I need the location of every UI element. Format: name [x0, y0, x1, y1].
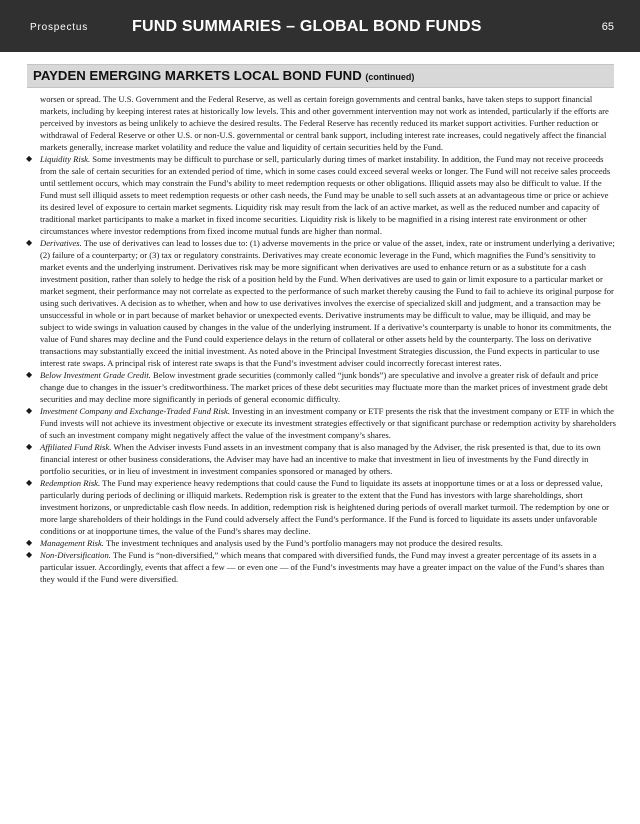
risk-text: When the Adviser invests Fund assets in an investment company that is also managed by the Adviser, the risk presented is that, due to its own financial interest or other business considerations, the Adviser may have had an incentive to make that investment in lieu of investments by the Fund directly in portfolio securities, or in lieu of investment in investment companies sponsored or managed by others. [40, 442, 601, 476]
diamond-bullet-icon: ◆ [26, 154, 33, 163]
risk-term: Redemption Risk. [40, 478, 101, 488]
risk-item [26, 537, 616, 549]
risk-term: Affiliated Fund Risk. [40, 442, 112, 452]
risk-term: Derivatives. [40, 238, 82, 248]
risk-list [26, 153, 616, 585]
risk-text: Some investments may be difficult to purchase or sell, particularly during times of market instability. In addition, the Fund may not receive proceeds from the sale of certain securities for an extended period of time, which in some cases could exceed several weeks or longer. The Fund will not receive sales proceeds until settlement occurs, which may constrain the Fund’s ability to meet redemption requests or other obligations. Illiquid assets may also be difficult to value. If the Fund must sell illiquid assets to meet redemption requests or other cash needs, the Fund may be unable to sell such assets at an advantageous time or price or achieve its desired level of exposure to certain market segments. Liquidity risk may result from the lack of an active market, as well as the reduced number and capacity of traditional market participants to make a market in fixed income securities. Liquidity risk is likely to be magnified in a rising interest rate environment or other circumstances where investor redemptions from fixed income mutual funds are higher than normal. [40, 154, 611, 236]
risk-item [26, 153, 616, 237]
risk-text: The investment techniques and analysis used by the Fund’s portfolio managers may not produce the desired results. [103, 538, 503, 548]
risk-item [26, 237, 616, 369]
risk-term: Management Risk. [40, 538, 104, 548]
continued-label: (continued) [365, 72, 415, 82]
risk-term: Below Investment Grade Credit. [40, 370, 151, 380]
diamond-bullet-icon: ◆ [26, 550, 33, 559]
risk-term: Investment Company and Exchange-Traded Fund Risk. [40, 406, 230, 416]
fund-title-band [27, 64, 614, 88]
risk-item [26, 477, 616, 537]
risk-item [26, 405, 616, 441]
risk-content [26, 93, 616, 585]
risk-item [26, 441, 616, 477]
risk-item [26, 369, 616, 405]
diamond-bullet-icon: ◆ [26, 238, 33, 247]
diamond-bullet-icon: ◆ [26, 478, 33, 487]
fund-title [33, 68, 414, 83]
fund-name: PAYDEN EMERGING MARKETS LOCAL BOND FUND [33, 68, 362, 83]
risk-text: Investing in an investment company or ETF presents the risk that the investment company or ETF in which the Fund invests will not achieve its investment objective or execute its investment strategies effectively or that significant purchase or redemption activity by shareholders of such an investment company might negatively affect the value of the investment company’s shares. [40, 406, 616, 440]
diamond-bullet-icon: ◆ [26, 406, 33, 415]
page-header [0, 0, 640, 52]
page-number: 65 [601, 21, 614, 33]
diamond-bullet-icon: ◆ [26, 442, 33, 451]
risk-text: The Fund is “non-diversified,” which means that compared with diversified funds, the Fund may invest a greater percentage of its assets in a particular issuer. Accordingly, events that affect a few — or even one — of the Fund’s investments may have a greater impact on the value of the Fund’s shares than they would if the Fund were diversified. [40, 550, 605, 584]
diamond-bullet-icon: ◆ [26, 370, 33, 379]
risk-item [26, 549, 616, 585]
page-title: FUND SUMMARIES – GLOBAL BOND FUNDS [132, 18, 482, 35]
intro-paragraph: worsen or spread. The U.S. Government and the Federal Reserve, as well as certain foreign governments and central banks, have taken steps to support financial markets, including by keeping interest rates at historically low levels. This and other government intervention may not work as intended, particularly if the efforts are perceived by investors as being unlikely to achieve the desired results. The Federal Reserve has recently reduced its market support activities. Further reduction or withdrawal of Federal Reserve or other U.S. or non-U.S. governmental or central bank support, including interest rate increases, could negatively affect the financial markets generally, increase market volatility and reduce the value and liquidity of certain securities held by the Fund. [40, 94, 609, 152]
diamond-bullet-icon: ◆ [26, 538, 33, 547]
section-label: Prospectus [30, 22, 89, 33]
risk-term: Non-Diversification. [40, 550, 111, 560]
risk-text: Below investment grade securities (commonly called “junk bonds”) are speculative and involve a greater risk of default and price change due to changes in the issuer’s creditworthiness. The market prices of these debt securities may fluctuate more than the market prices of investment grade debt securities and may decline more significantly in periods of general economic difficulty. [40, 370, 608, 404]
risk-text: The Fund may experience heavy redemptions that could cause the Fund to liquidate its assets at inopportune times or at a loss or depressed value, particularly during periods of declining or illiquid markets. Redemption risk is greater to the extent that the Fund has investors with large shareholdings, short investment horizons, or unpredictable cash flow needs. In addition, redemption risk is heightened during periods of overall market turmoil. The redemption by one or more large shareholders of their holdings in the Fund could adversely affect the Fund’s performance. If the Fund is forced to liquidate its assets under unfavorable conditions or at inopportune times, the value of the Fund’s shares may decline. [40, 478, 610, 536]
risk-term: Liquidity Risk. [40, 154, 91, 164]
risk-text: The use of derivatives can lead to losses due to: (1) adverse movements in the price or value of the asset, index, rate or instrument underlying a derivative; (2) failure of a counterparty; or (3) tax or regulatory constraints. Derivatives may create economic leverage in the Fund, which magnifies the Fund’s sensitivity to market events and the underlying instrument. Derivatives risk may be more significant when derivatives are used to enhance return or as a substitute for a cash investment position, rather than solely to hedge the risk of a position held by the Fund. When derivatives are used to gain or limit exposure to a particular market or market segment, their performance may not correlate as expected to the performance of such market thereby causing the Fund to fail to achieve its original purpose for using such derivatives. A decision as to whether, when and how to use derivatives involves the exercise of specialized skill and judgment, and a transaction may be unsuccessful in whole or in part because of market behavior or unexpected events. Derivative instruments may be difficult to value, may be illiquid, and may be subject to wide swings in valuation caused by changes in the value of the underlying instrument. If a derivative’s counterparty is unable to honor its commitments, the value of Fund shares may decline and the Fund could experience delays in the return of collateral or other assets held by the counterparty. The loss on derivative transactions may substantially exceed the initial investment. As noted above in the Principal Investment Strategies discussion, the Fund expects in particular to use interest rate swaps. A principal risk of interest rate swaps is that the Fund’s investment adviser could incorrectly forecast interest rates. [40, 238, 615, 368]
